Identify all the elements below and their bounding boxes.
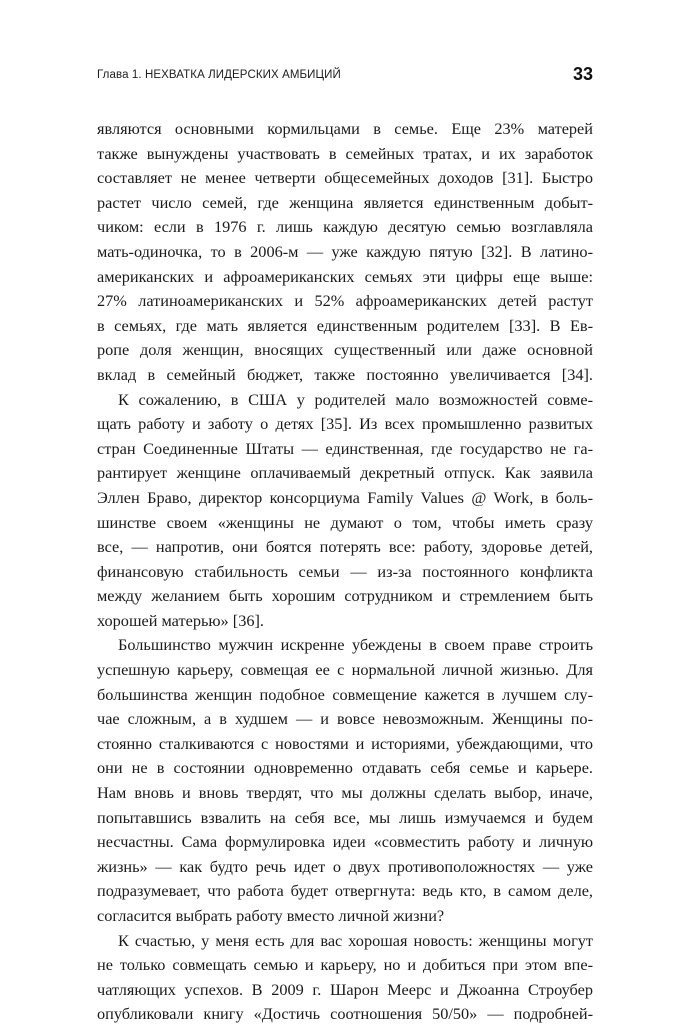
text-line: Эллен Браво, директор консорциума Family Values @ Work, в боль- (97, 487, 593, 507)
paragraph (97, 633, 593, 928)
text-line: они не в состоянии одновременно отдавать себя семье и карьере. (97, 758, 593, 778)
text-line: попытавшись взвалить на себя все, мы лишь измучаемся и будем (97, 807, 593, 827)
text-line: опубликовали книгу «Достичь соотношения 50/50» — подробней- (97, 1004, 593, 1024)
text-line: не только совмещать семью и карьеру, но и добиться при этом впе- (97, 955, 593, 975)
text-line: стоянно сталкиваются с новостями и историями, убеждающими, что (97, 733, 593, 753)
text-line: финансовую стабильность семьи — из-за постоянного конфликта (97, 561, 593, 581)
paragraph (97, 929, 593, 1027)
text-line: К счастью, у меня есть для вас хорошая новость: женщины могут (118, 930, 593, 950)
text-line: являются основными кормильцами в семье. Еще 23% матерей (97, 119, 593, 138)
text-line: согласится выбрать работу вместо личной жизни? (97, 906, 445, 925)
text-line: чатляющих успехов. В 2009 г. Шарон Меерс и Джоанна Строубер (97, 979, 593, 999)
text-line: хорошей матерью» [36]. (97, 610, 264, 630)
text-line: К сожалению, в США у родителей мало возможностей совме- (118, 389, 593, 409)
running-header (97, 64, 593, 88)
text-line: 27% латиноамериканских и 52% афроамериканских детей растут (97, 291, 593, 311)
text-line: американских и афроамериканских семьях эти цифры еще выше: (97, 266, 593, 286)
body-text (97, 117, 593, 1027)
text-line: рантирует женщине оплачиваемый декретный отпуск. Как заявила (97, 463, 593, 483)
text-line: стран Соединенные Штаты — единственная, где государство не га- (97, 438, 593, 458)
text-line: несчастны. Сама формулировка идеи «совместить работу и личную (97, 832, 593, 852)
text-line: чае сложным, а в худшем — и вовсе невозможным. Женщины по- (97, 709, 593, 729)
text-line: в семьях, где мать является единственным родителем [33]. В Ев- (97, 315, 593, 335)
text-line: ропе доля женщин, вносящих существенный или даже основной (97, 340, 593, 360)
chapter-title: Глава 1. НЕХВАТКА ЛИДЕРСКИХ АМБИЦИЙ (97, 69, 341, 81)
text-line: успешную карьеру, совмещая ее с нормальной личной жизнью. Для (97, 660, 593, 680)
paragraph (97, 117, 593, 388)
text-line: щать работу и заботу о детях [35]. Из всех промышленно развитых (97, 414, 593, 434)
text-line: Нам вновь и вновь твердят, что мы должны сделать выбор, иначе, (97, 783, 593, 803)
text-line: мать-одиночка, то в 2006-м — уже каждую пятую [32]. В латино- (97, 241, 593, 261)
text-line: также вынуждены участвовать в семейных тратах, и их заработок (97, 143, 593, 163)
text-line: жизнь» — как будто речь идет о двух противоположностях — уже (97, 856, 593, 876)
text-line: растет число семей, где женщина является единственным добыт- (97, 192, 593, 212)
paragraph (97, 388, 593, 634)
text-line: подразумевает, что работа будет отвергнута: ведь кто, в самом деле, (97, 881, 593, 901)
text-line: между желанием быть хорошим сотрудником и стремлением быть (97, 586, 593, 606)
text-line: вклад в семейный бюджет, также постоянно увеличивается [34]. (97, 364, 593, 384)
text-line: чиком: если в 1976 г. лишь каждую десятую семью возглавляла (97, 217, 593, 237)
page-number: 33 (572, 64, 593, 84)
text-line: все, — напротив, они боятся потерять все: работу, здоровье детей, (97, 537, 593, 557)
text-line: шинстве своем «женщины не думают о том, чтобы иметь сразу (97, 512, 593, 532)
text-line: Большинство мужчин искренне убеждены в своем праве строить (118, 635, 593, 655)
text-line: составляет не менее четверти общесемейных доходов [31]. Быстро (97, 168, 593, 188)
text-line: большинства женщин подобное совмещение кажется в лучшем слу- (97, 684, 593, 704)
